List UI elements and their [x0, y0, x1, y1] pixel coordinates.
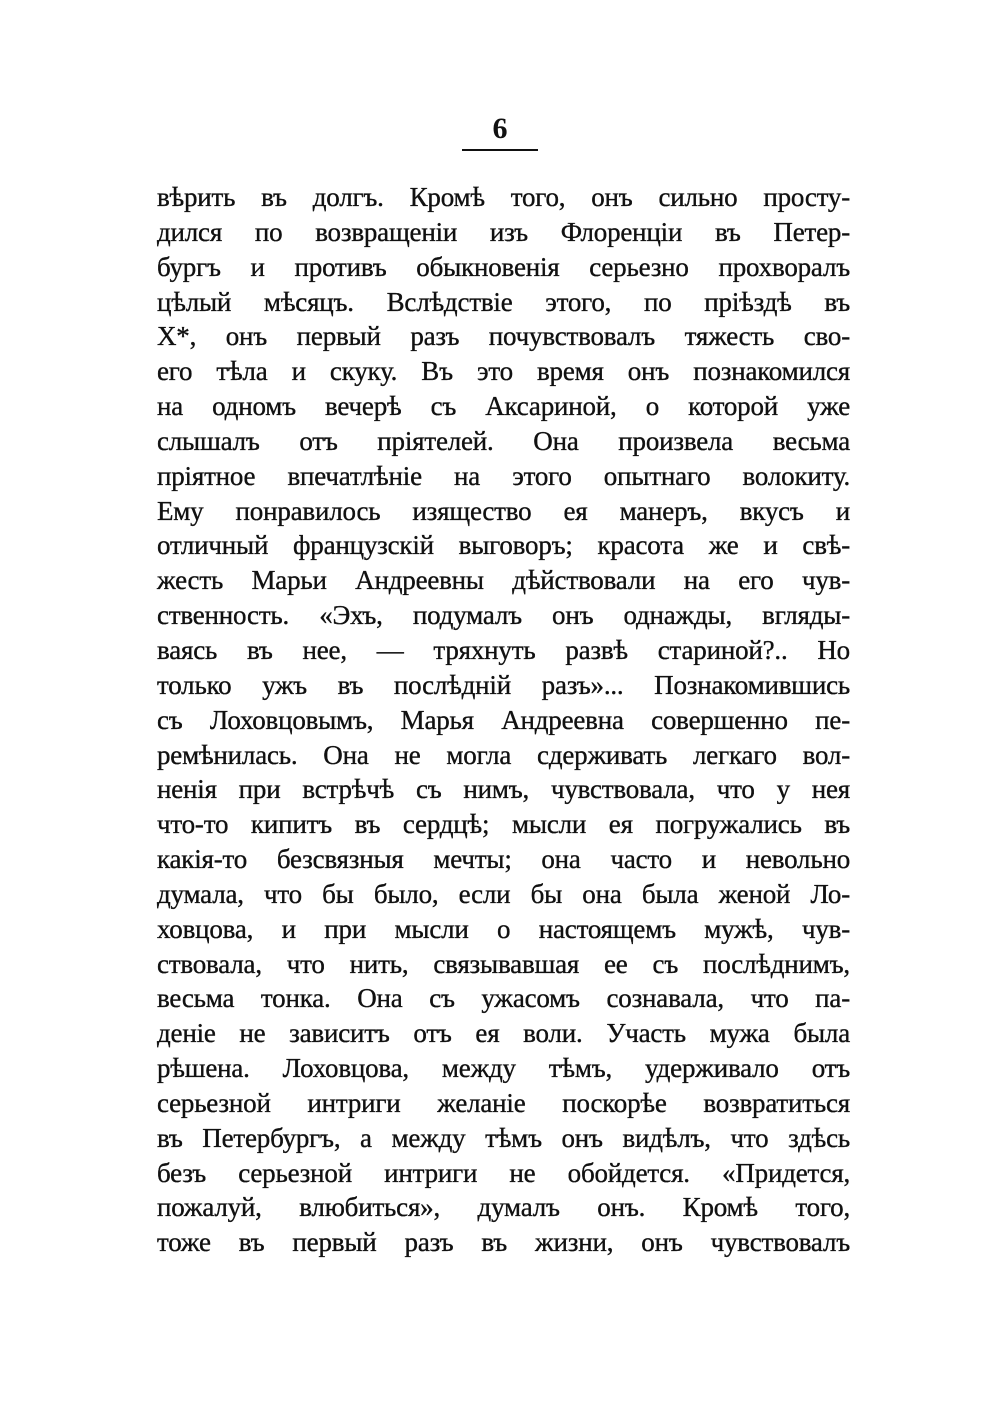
- text-line: ненія при встрѣчѣ съ нимъ, чувствовала, что у нея: [157, 774, 850, 805]
- text-line: жесть Марьи Андреевны дѣйствовали на его чув-: [157, 565, 850, 596]
- text-line: въ Петербургъ, а между тѣмъ онъ видѣлъ, что здѣсь: [157, 1122, 850, 1153]
- page-number-rule: [462, 149, 538, 151]
- text-line: что-то кипитъ въ сердцѣ; мысли ея погружались въ: [157, 809, 850, 840]
- text-line: пожалуй, влюбиться», думалъ онъ. Кромѣ того,: [157, 1192, 850, 1223]
- text-line: какія-то безсвязныя мечты; она часто и невольно: [157, 844, 850, 875]
- body-text: [157, 180, 850, 1260]
- text-line: тоже въ первый разъ въ жизни, онъ чувствовалъ: [157, 1227, 850, 1258]
- text-line: ремѣнилась. Она не могла сдерживать легкаго вол-: [157, 739, 850, 770]
- text-line: серьезной интриги желаніе поскорѣе возвратиться: [157, 1087, 850, 1118]
- text-line: дился по возвращеніи изъ Флоренціи въ Петер-: [157, 216, 850, 247]
- text-line: бургъ и противъ обыкновенія серьезно прохворалъ: [157, 251, 850, 282]
- text-line: вѣрить въ долгъ. Кромѣ того, онъ сильно просту-: [157, 182, 850, 212]
- text-line: думала, что бы было, если бы она была женой Ло-: [157, 878, 850, 909]
- text-line: ховцова, и при мысли о настоящемъ мужѣ, чув-: [157, 913, 850, 944]
- text-line: деніе не зависитъ отъ ея воли. Участь мужа была: [157, 1018, 850, 1049]
- text-line: отличный французскій выговоръ; красота же и свѣ-: [157, 530, 850, 561]
- text-line: съ Лоховцовымъ, Марья Андреевна совершенно пе-: [157, 704, 850, 735]
- page-number: 6: [492, 112, 508, 145]
- text-line: слышалъ отъ пріятелей. Она произвела весьма: [157, 425, 850, 456]
- text-line: ственность. «Эхъ, подумалъ онъ однажды, вгляды-: [157, 600, 850, 631]
- text-line: цѣлый мѣсяцъ. Вслѣдствіе этого, по пріѣздѣ въ: [157, 286, 850, 317]
- text-line: на одномъ вечерѣ съ Аксариной, о которой уже: [157, 391, 850, 422]
- text-line: безъ серьезной интриги не обойдется. «Придется,: [157, 1157, 850, 1188]
- text-line: ствовала, что нить, связывавшая ее съ послѣднимъ,: [157, 948, 850, 979]
- text-line: X*, онъ первый разъ почувствовалъ тяжесть сво-: [157, 321, 850, 352]
- text-line: Ему понравилось изящество ея манеръ, вкусъ и: [157, 495, 850, 526]
- text-line: рѣшена. Лоховцова, между тѣмъ, удерживало отъ: [157, 1053, 850, 1084]
- text-line: весьма тонка. Она съ ужасомъ сознавала, что па-: [157, 983, 850, 1014]
- text-line: пріятное впечатлѣніе на этого опытнаго волокиту.: [157, 460, 850, 491]
- text-line: только ужъ въ послѣдній разъ»... Познакомившись: [157, 669, 850, 700]
- text-line: его тѣла и скуку. Въ это время онъ познакомился: [157, 356, 850, 387]
- text-line: ваясь въ нее, — тряхнуть развѣ стариной?.. Но: [157, 634, 850, 665]
